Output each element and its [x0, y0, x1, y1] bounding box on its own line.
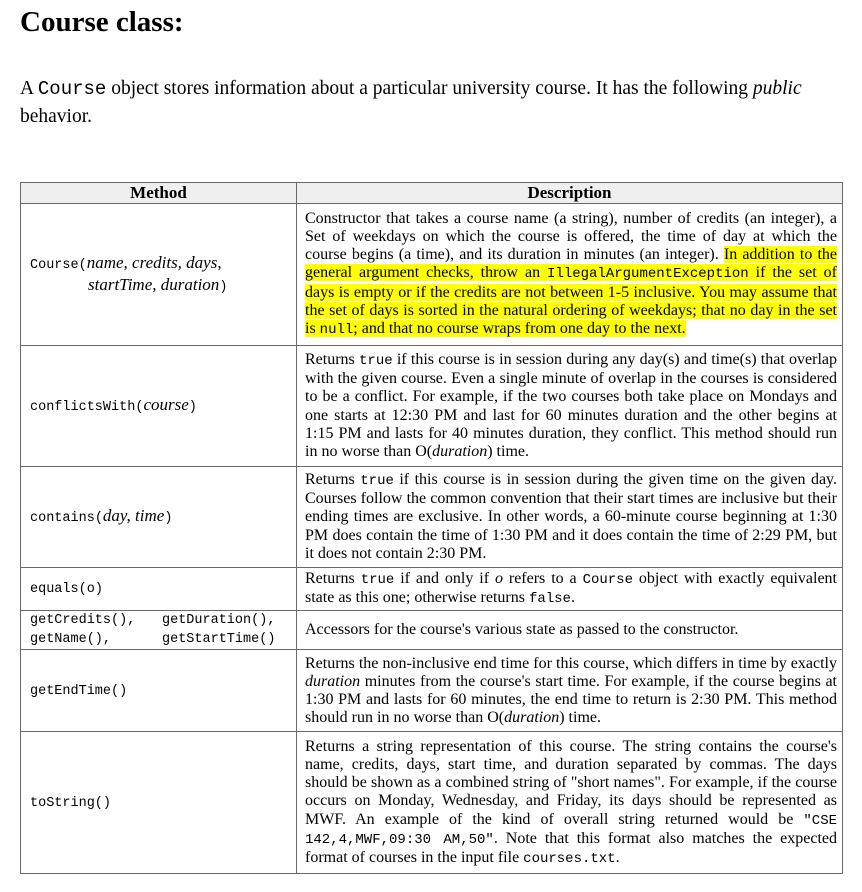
description-get-end-time: Returns the non-inclusive end time for this course, which differs in time by exactly duration minutes from the course's start time. For example, if the course begins at 1:30 PM and lasts for 60 minutes, the end time to return is 2:30 PM. This method should run in no worse than O(duration) time. [297, 650, 843, 732]
method-signature-contains: contains(day, time) [21, 467, 297, 568]
description-contains: Returns true if this course is in session during the given time on the given day. Courses follow the common convention that their start times are inclusive but their ending times are exclusive. In other words, a 60-minute course beginning at 1:30 PM does contain the time of 1:30 PM and it does contain the time of 2:29 PM, but it does not contain 2:30 PM. [297, 467, 843, 568]
highlighted-text: In addition to the general argument checks, throw an IllegalArgumentException if the set of days is empty or if the credits are not between 1-5 inclusive. You may assume that the set of days is sorted in the natural ordering of weekdays; that no day in the set is null; and that no course wraps from one day to the next. [305, 246, 838, 338]
method-signature-constructor: Course(name, credits, days, startTime, duration) [21, 204, 297, 346]
page-title: Course class: [20, 6, 184, 38]
table-row-to-string [21, 732, 843, 874]
method-signature-get-end-time: getEndTime() [21, 650, 297, 732]
table-row-equals [21, 568, 843, 611]
method-signature-conflicts-with: conflictsWith(course) [21, 346, 297, 467]
method-column-header: Method [21, 183, 297, 204]
description-accessors: Accessors for the course's various state as passed to the constructor. [297, 611, 843, 650]
intro-paragraph: A Course object stores information about a particular university course. It has the following public behavior. [20, 78, 802, 127]
description-constructor: Constructor that takes a course name (a string), number of credits (an integer), a Set of weekdays on which the course is offered, the time of day at which the course begins (a time), and its duration in minutes (an integer). In addition to the general argument checks, throw an IllegalArgumentException if the set of days is empty or if the credits are not between 1-5 inclusive. You may assume that the set of days is sorted in the natural ordering of weekdays; that no day in the set is null; and that no course wraps from one day to the next. [297, 204, 843, 346]
table-row-constructor [21, 204, 843, 346]
table-row-get-end-time [21, 650, 843, 732]
description-equals: Returns true if and only if o refers to a Course object with exactly equivalent state as this one; otherwise returns false. [297, 568, 843, 611]
table-row-conflicts-with [21, 346, 843, 467]
description-column-header: Description [297, 183, 843, 204]
method-signature-to-string: toString() [21, 732, 297, 874]
method-signature-equals: equals(o) [21, 568, 297, 611]
methods-table [20, 182, 843, 874]
class-name-code: Course [37, 78, 107, 100]
table-row-contains [21, 467, 843, 568]
description-to-string: Returns a string representation of this course. The string contains the course's name, credits, days, start time, and duration separated by commas. The days should be shown as a combined string of "short names". For example, if the course occurs on Monday, Wednesday, and Friday, its days should be represented as MWF. An example of the kind of overall string returned would be "CSE 142,4,MWF,09:30 AM,50". Note that this format also matches the expected format of courses in the input file courses.txt. [297, 732, 843, 874]
table-row-accessors [21, 611, 843, 650]
table-header-row [21, 183, 843, 204]
public-emphasis: public [752, 78, 802, 99]
method-signature-accessors: getCredits(), getName(), getDuration(), getStartTime() [21, 611, 297, 650]
description-conflicts-with: Returns true if this course is in session during any day(s) and time(s) that overlap with the given course. Even a single minute of overlap in the courses is considered to be a conflict. For example, if the two courses both take place on Mondays and one starts at 12:30 PM and last for 60 minutes duration and the other begins at 1:15 PM and lasts for 40 minutes duration, they conflict. This method should run in no worse than O(duration) time. [297, 346, 843, 467]
